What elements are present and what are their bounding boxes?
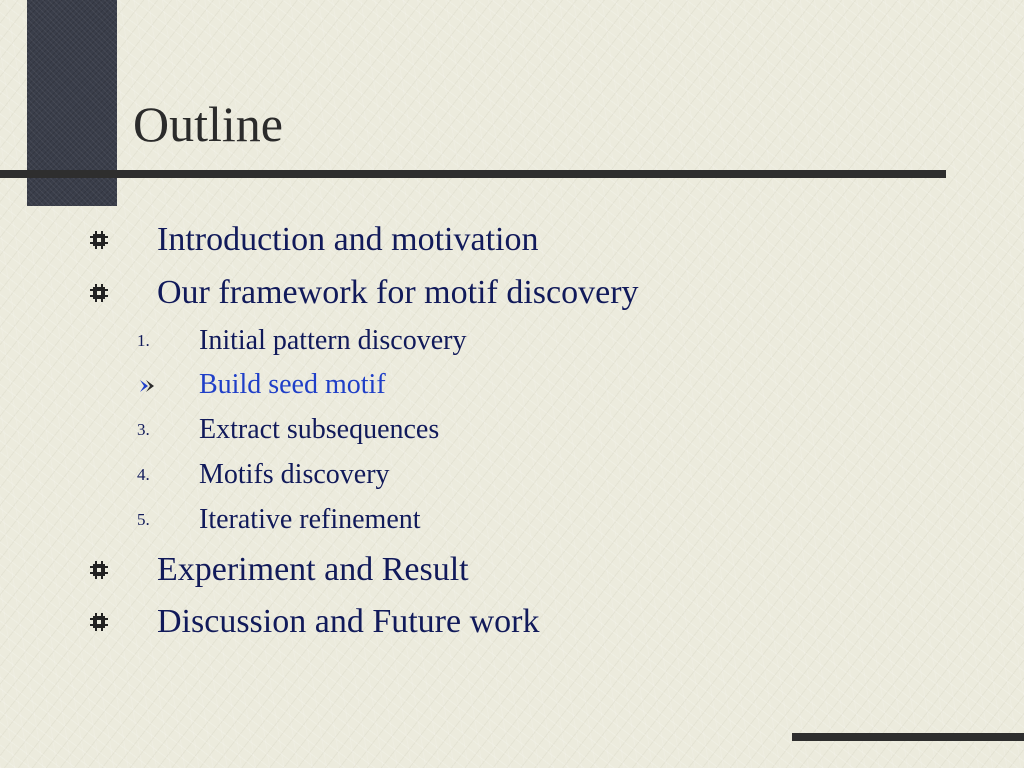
outline-item-text: Discussion and Future work [157,603,540,640]
outline-subitem-current [0,365,1024,405]
outline-item [0,600,1024,644]
subitem-number: 1. [137,331,150,350]
outline-subitem [0,500,1024,540]
outline-item-text: Our framework for motif discovery [157,274,639,311]
subitem-text: Iterative refinement [199,504,421,535]
square-cross-bullet-icon [90,613,108,631]
square-cross-bullet-icon [90,561,108,579]
outline-item [0,271,1024,315]
outline-subitem [0,455,1024,495]
outline-subitem [0,321,1024,361]
subitem-text: Initial pattern discovery [199,325,467,356]
square-cross-bullet-icon [90,231,108,249]
outline-item-text: Experiment and Result [157,551,469,588]
subitem-number: 4. [137,465,150,484]
subitem-text: Extract subsequences [199,414,440,445]
bottom-divider-rule [792,733,1024,741]
square-cross-bullet-icon [90,284,108,302]
subitem-text: Motifs discovery [199,459,390,490]
outline-item-text: Introduction and motivation [157,221,539,258]
subitem-text: Build seed motif [199,369,386,400]
subitem-number: 3. [137,420,150,439]
outline-item [0,218,1024,262]
arrow-right-icon [139,379,157,393]
slide-title: Outline [133,96,283,152]
subitem-number: 5. [137,510,150,529]
outline-item [0,548,1024,592]
title-divider-rule [0,170,946,178]
outline-subitem [0,410,1024,450]
